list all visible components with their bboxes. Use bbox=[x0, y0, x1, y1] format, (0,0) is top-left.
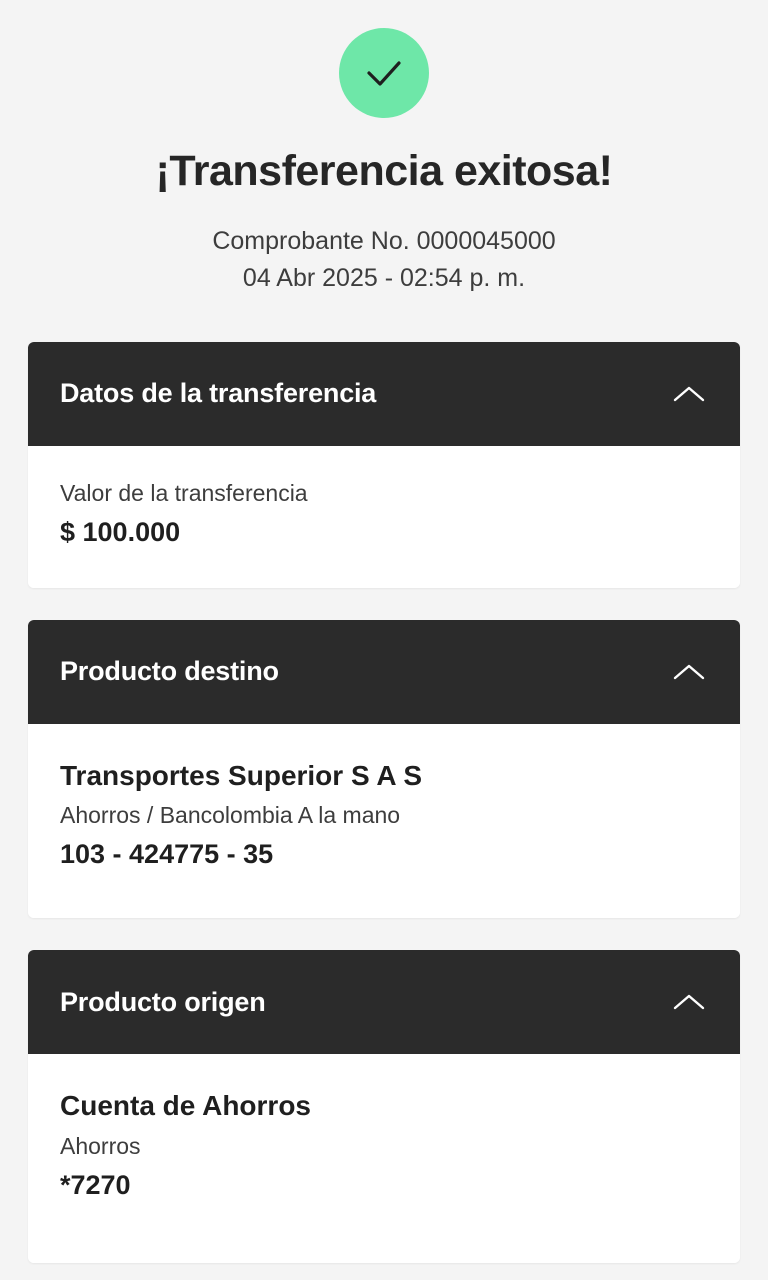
transfer-amount-value: $ 100.000 bbox=[60, 516, 181, 547]
card-body-producto-origen bbox=[28, 1054, 740, 1263]
destination-account-number: 103 - 424775 - 35 bbox=[60, 839, 274, 870]
source-account-type: Ahorros bbox=[60, 1132, 141, 1159]
card-body-producto-destino bbox=[28, 724, 740, 919]
cards-container bbox=[0, 342, 768, 1263]
card-title: Producto destino bbox=[60, 656, 279, 687]
card-title: Producto origen bbox=[60, 986, 266, 1017]
card-datos-transferencia bbox=[28, 342, 740, 588]
card-header-producto-destino[interactable] bbox=[28, 620, 740, 724]
source-account-name: Cuenta de Ahorros bbox=[60, 1090, 311, 1122]
page-title: ¡Transferencia exitosa! bbox=[155, 147, 613, 195]
receipt-number: Comprobante No. 0000045000 bbox=[212, 227, 556, 256]
check-circle-icon bbox=[339, 28, 429, 118]
receipt-info bbox=[0, 223, 768, 296]
card-body-datos-transferencia bbox=[28, 446, 740, 588]
chevron-up-icon[interactable] bbox=[670, 983, 708, 1021]
card-header-datos-transferencia[interactable] bbox=[28, 342, 740, 446]
transfer-amount-label: Valor de la transferencia bbox=[60, 479, 308, 506]
success-header bbox=[0, 0, 768, 296]
source-account-number: *7270 bbox=[60, 1169, 131, 1200]
card-producto-origen bbox=[28, 950, 740, 1263]
card-title: Datos de la transferencia bbox=[60, 378, 377, 409]
receipt-datetime: 04 Abr 2025 - 02:54 p. m. bbox=[242, 263, 526, 292]
destination-account-type: Ahorros / Bancolombia A la mano bbox=[60, 802, 401, 829]
card-producto-destino bbox=[28, 620, 740, 919]
destination-account-name: Transportes Superior S A S bbox=[60, 759, 423, 791]
chevron-up-icon[interactable] bbox=[670, 375, 708, 413]
chevron-up-icon[interactable] bbox=[670, 653, 708, 691]
card-header-producto-origen[interactable] bbox=[28, 950, 740, 1054]
